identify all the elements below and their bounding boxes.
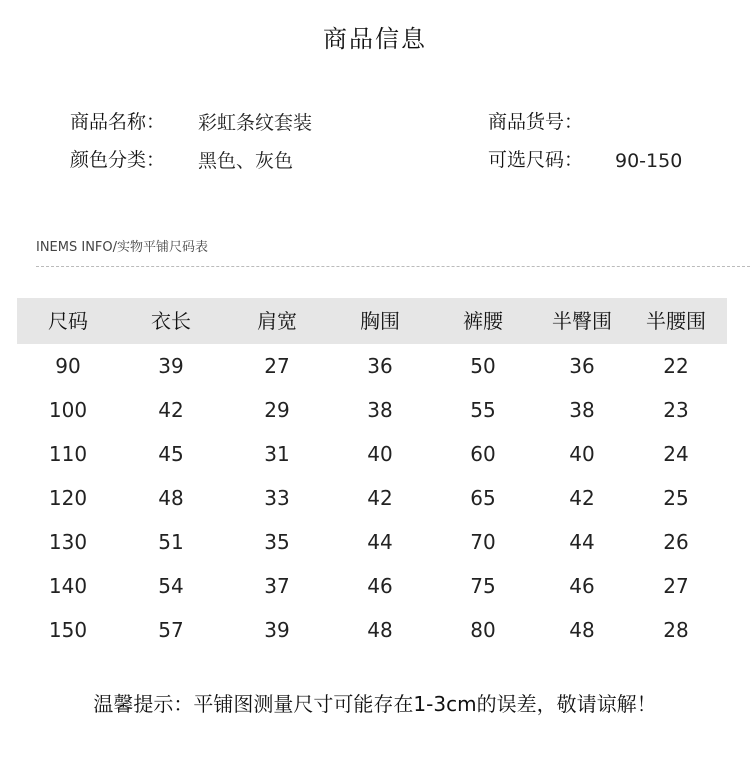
column-header: 胸围 [360,309,400,333]
table-cell: 40 [569,442,595,466]
table-cell: 46 [367,574,393,598]
table-cell: 39 [264,618,290,642]
table-cell: 46 [569,574,595,598]
table-cell: 130 [48,530,88,554]
table-cell: 26 [663,530,689,554]
table-cell: 48 [367,618,393,642]
column-header: 半腰围 [646,309,706,333]
table-cell: 140 [48,574,88,598]
table-cell: 54 [158,574,184,598]
item-number-label: 商品货号： [488,111,584,133]
product-name-label: 商品名称： [70,111,166,133]
table-cell: 48 [569,618,595,642]
table-cell: 45 [158,442,184,466]
table-cell: 35 [264,530,290,554]
table-row [17,608,727,652]
table-cell: 24 [663,442,689,466]
table-cell: 37 [264,574,290,598]
page-title: 商品信息 [323,25,427,53]
table-cell: 90 [55,354,81,378]
table-cell: 38 [569,398,595,422]
table-cell: 27 [264,354,290,378]
column-header: 半臀围 [552,309,612,333]
table-cell: 42 [158,398,184,422]
column-header: 尺码 [48,309,88,333]
table-cell: 39 [158,354,184,378]
table-cell: 27 [663,574,689,598]
measurement-notice: 温馨提示：平铺图测量尺寸可能存在1-3cm的误差，敬请谅解！ [93,692,657,716]
table-cell: 48 [158,486,184,510]
table-cell: 44 [569,530,595,554]
size-chart-table [17,298,727,652]
table-cell: 33 [264,486,290,510]
table-cell: 70 [470,530,496,554]
table-cell: 60 [470,442,496,466]
table-cell: 65 [470,486,496,510]
table-cell: 29 [264,398,290,422]
table-cell: 31 [264,442,290,466]
table-cell: 80 [470,618,496,642]
table-cell: 100 [48,398,88,422]
table-cell: 120 [48,486,88,510]
table-row [17,432,727,476]
table-cell: 25 [663,486,689,510]
table-cell: 28 [663,618,689,642]
table-cell: 51 [158,530,184,554]
table-cell: 36 [367,354,393,378]
column-header: 衣长 [151,309,191,333]
table-cell: 23 [663,398,689,422]
color-category-value: 黑色、灰色 [198,150,294,172]
table-row [17,564,727,608]
table-body [17,344,727,652]
available-size-label: 可选尺码： [488,149,584,171]
table-row [17,520,727,564]
column-header: 肩宽 [257,309,297,333]
available-size-value: 90-150 [615,150,683,172]
table-cell: 36 [569,354,595,378]
table-cell: 57 [158,618,184,642]
table-row [17,344,727,388]
table-cell: 38 [367,398,393,422]
color-category-label: 颜色分类： [70,149,166,171]
table-cell: 50 [470,354,496,378]
table-cell: 110 [48,442,88,466]
table-row [17,388,727,432]
table-cell: 22 [663,354,689,378]
table-cell: 44 [367,530,393,554]
table-cell: 150 [48,618,88,642]
table-header-row [17,298,727,344]
table-row [17,476,727,520]
table-cell: 75 [470,574,496,598]
size-chart-caption: INEMS INFO/实物平铺尺码表 [36,240,209,255]
table-cell: 42 [569,486,595,510]
table-cell: 40 [367,442,393,466]
column-header: 裤腰 [463,309,503,333]
table-cell: 42 [367,486,393,510]
table-cell: 55 [470,398,496,422]
section-divider [36,266,750,267]
product-name-value: 彩虹条纹套装 [198,112,313,134]
